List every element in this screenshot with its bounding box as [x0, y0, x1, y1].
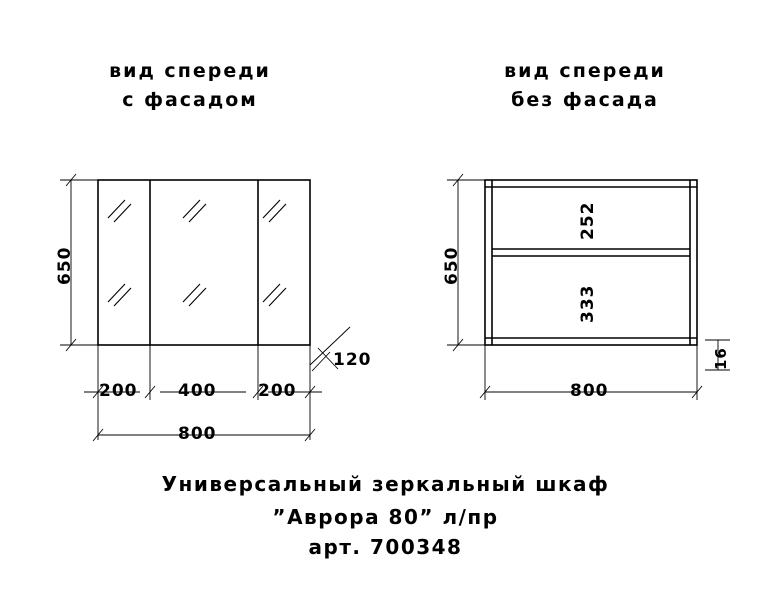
right-view-title-line1: вид спереди — [504, 60, 666, 82]
caption-line3: арт. 700348 — [308, 535, 463, 559]
left-width-label-3: 200 — [258, 381, 297, 401]
left-width-label-1: 200 — [99, 381, 138, 401]
left-total-width-label: 800 — [178, 424, 217, 444]
caption-line1: Универсальный зеркальный шкаф — [161, 472, 610, 496]
right-side-thickness-label: 16 — [712, 347, 730, 370]
left-depth-label: 120 — [333, 350, 372, 370]
left-view-title-line2: с фасадом — [122, 89, 258, 111]
right-height-label: 650 — [442, 246, 462, 285]
right-view-title-line2: без фасада — [511, 89, 659, 111]
right-total-width-label: 800 — [570, 381, 609, 401]
left-view-title-line1: вид спереди — [109, 60, 271, 82]
left-height-label: 650 — [55, 246, 75, 285]
caption-line2: ”Аврора 80” л/пр — [272, 505, 499, 529]
right-lower-shelf-label: 333 — [578, 284, 598, 323]
left-width-label-2: 400 — [178, 381, 217, 401]
right-upper-shelf-label: 252 — [578, 201, 598, 240]
